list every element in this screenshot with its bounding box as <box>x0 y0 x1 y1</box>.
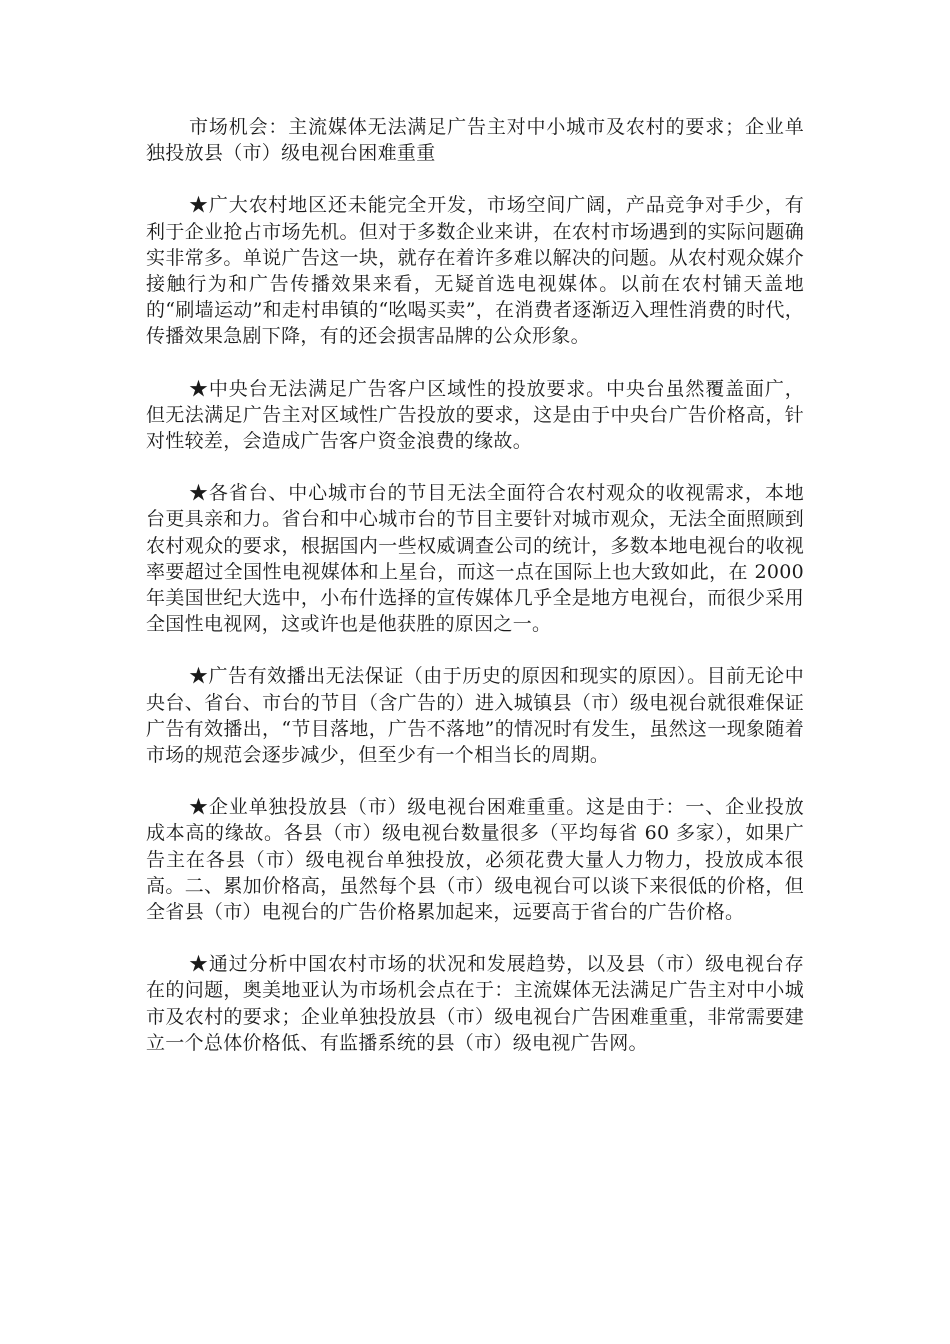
paragraph-heading: 市场机会：主流媒体无法满足广告主对中小城市及农村的要求；企业单独投放县（市）级电视台困难重重 <box>146 116 804 165</box>
paragraph-rural-market: ★广大农村地区还未能完全开发，市场空间广阔，产品竞争对手少，有利于企业抢占市场先机。但对于多数企业来讲，在农村市场遇到的实际问题确实非常多。单说广告这一块，就存在着许多难以解决的问题。从农村观众媒介接触行为和广告传播效果来看，无疑首选电视媒体。以前在农村铺天盖地的“刷墙运动”和走村串镇的“吆喝买卖”，在消费者逐渐迈入理性消费的时代，传播效果急剧下降，有的还会损害品牌的公众形象。 <box>146 194 804 348</box>
document-body <box>146 114 804 1082</box>
paragraph-cctv: ★中央台无法满足广告客户区域性的投放要求。中央台虽然覆盖面广，但无法满足广告主对区域性广告投放的要求，这是由于中央台广告价格高，针对性较差，会造成广告客户资金浪费的缘故。 <box>146 377 804 453</box>
paragraph-county-tv-cost: ★企业单独投放县（市）级电视台困难重重。这是由于：一、企业投放成本高的缘故。各县（市）级电视台数量很多（平均每省 60 多家），如果广告主在各县（市）级电视台单独投放，必须花费大量人力物力，投放成本很高。二、累加价格高，虽然每个县（市）级电视台可以谈下来很低的价格，但全省县（市）电视台的广告价格累加起来，远要高于省台的广告价格。 <box>146 796 804 924</box>
paragraph-conclusion: ★通过分析中国农村市场的状况和发展趋势，以及县（市）级电视台存在的问题，奥美地亚认为市场机会点在于：主流媒体无法满足广告主对中小城市及农村的要求；企业单独投放县（市）级电视台广告困难重重，非常需要建立一个总体价格低、有监播系统的县（市）级电视广告网。 <box>146 953 804 1054</box>
paragraph-provincial-tv: ★各省台、中心城市台的节目无法全面符合农村观众的收视需求，本地台更具亲和力。省台和中心城市台的节目主要针对城市观众，无法全面照顾到农村观众的要求，根据国内一些权威调查公司的统计，多数本地电视台的收视率要超过全国性电视媒体和上星台，而这一点在国际上也大致如此，在 2000 年美国世纪大选中，小布什选择的宣传媒体几乎全是地方电视台，而很少采用全国性电视网，这或许也是他获胜的原因之一。 <box>146 482 804 636</box>
paragraph-broadcast-guarantee: ★广告有效播出无法保证（由于历史的原因和现实的原因）。目前无论中央台、省台、市台的节目（含广告的）进入城镇县（市）级电视台就很难保证广告有效播出，“节目落地，广告不落地”的情况时有发生，虽然这一现象随着市场的规范会逐步减少，但至少有一个相当长的周期。 <box>146 665 804 767</box>
